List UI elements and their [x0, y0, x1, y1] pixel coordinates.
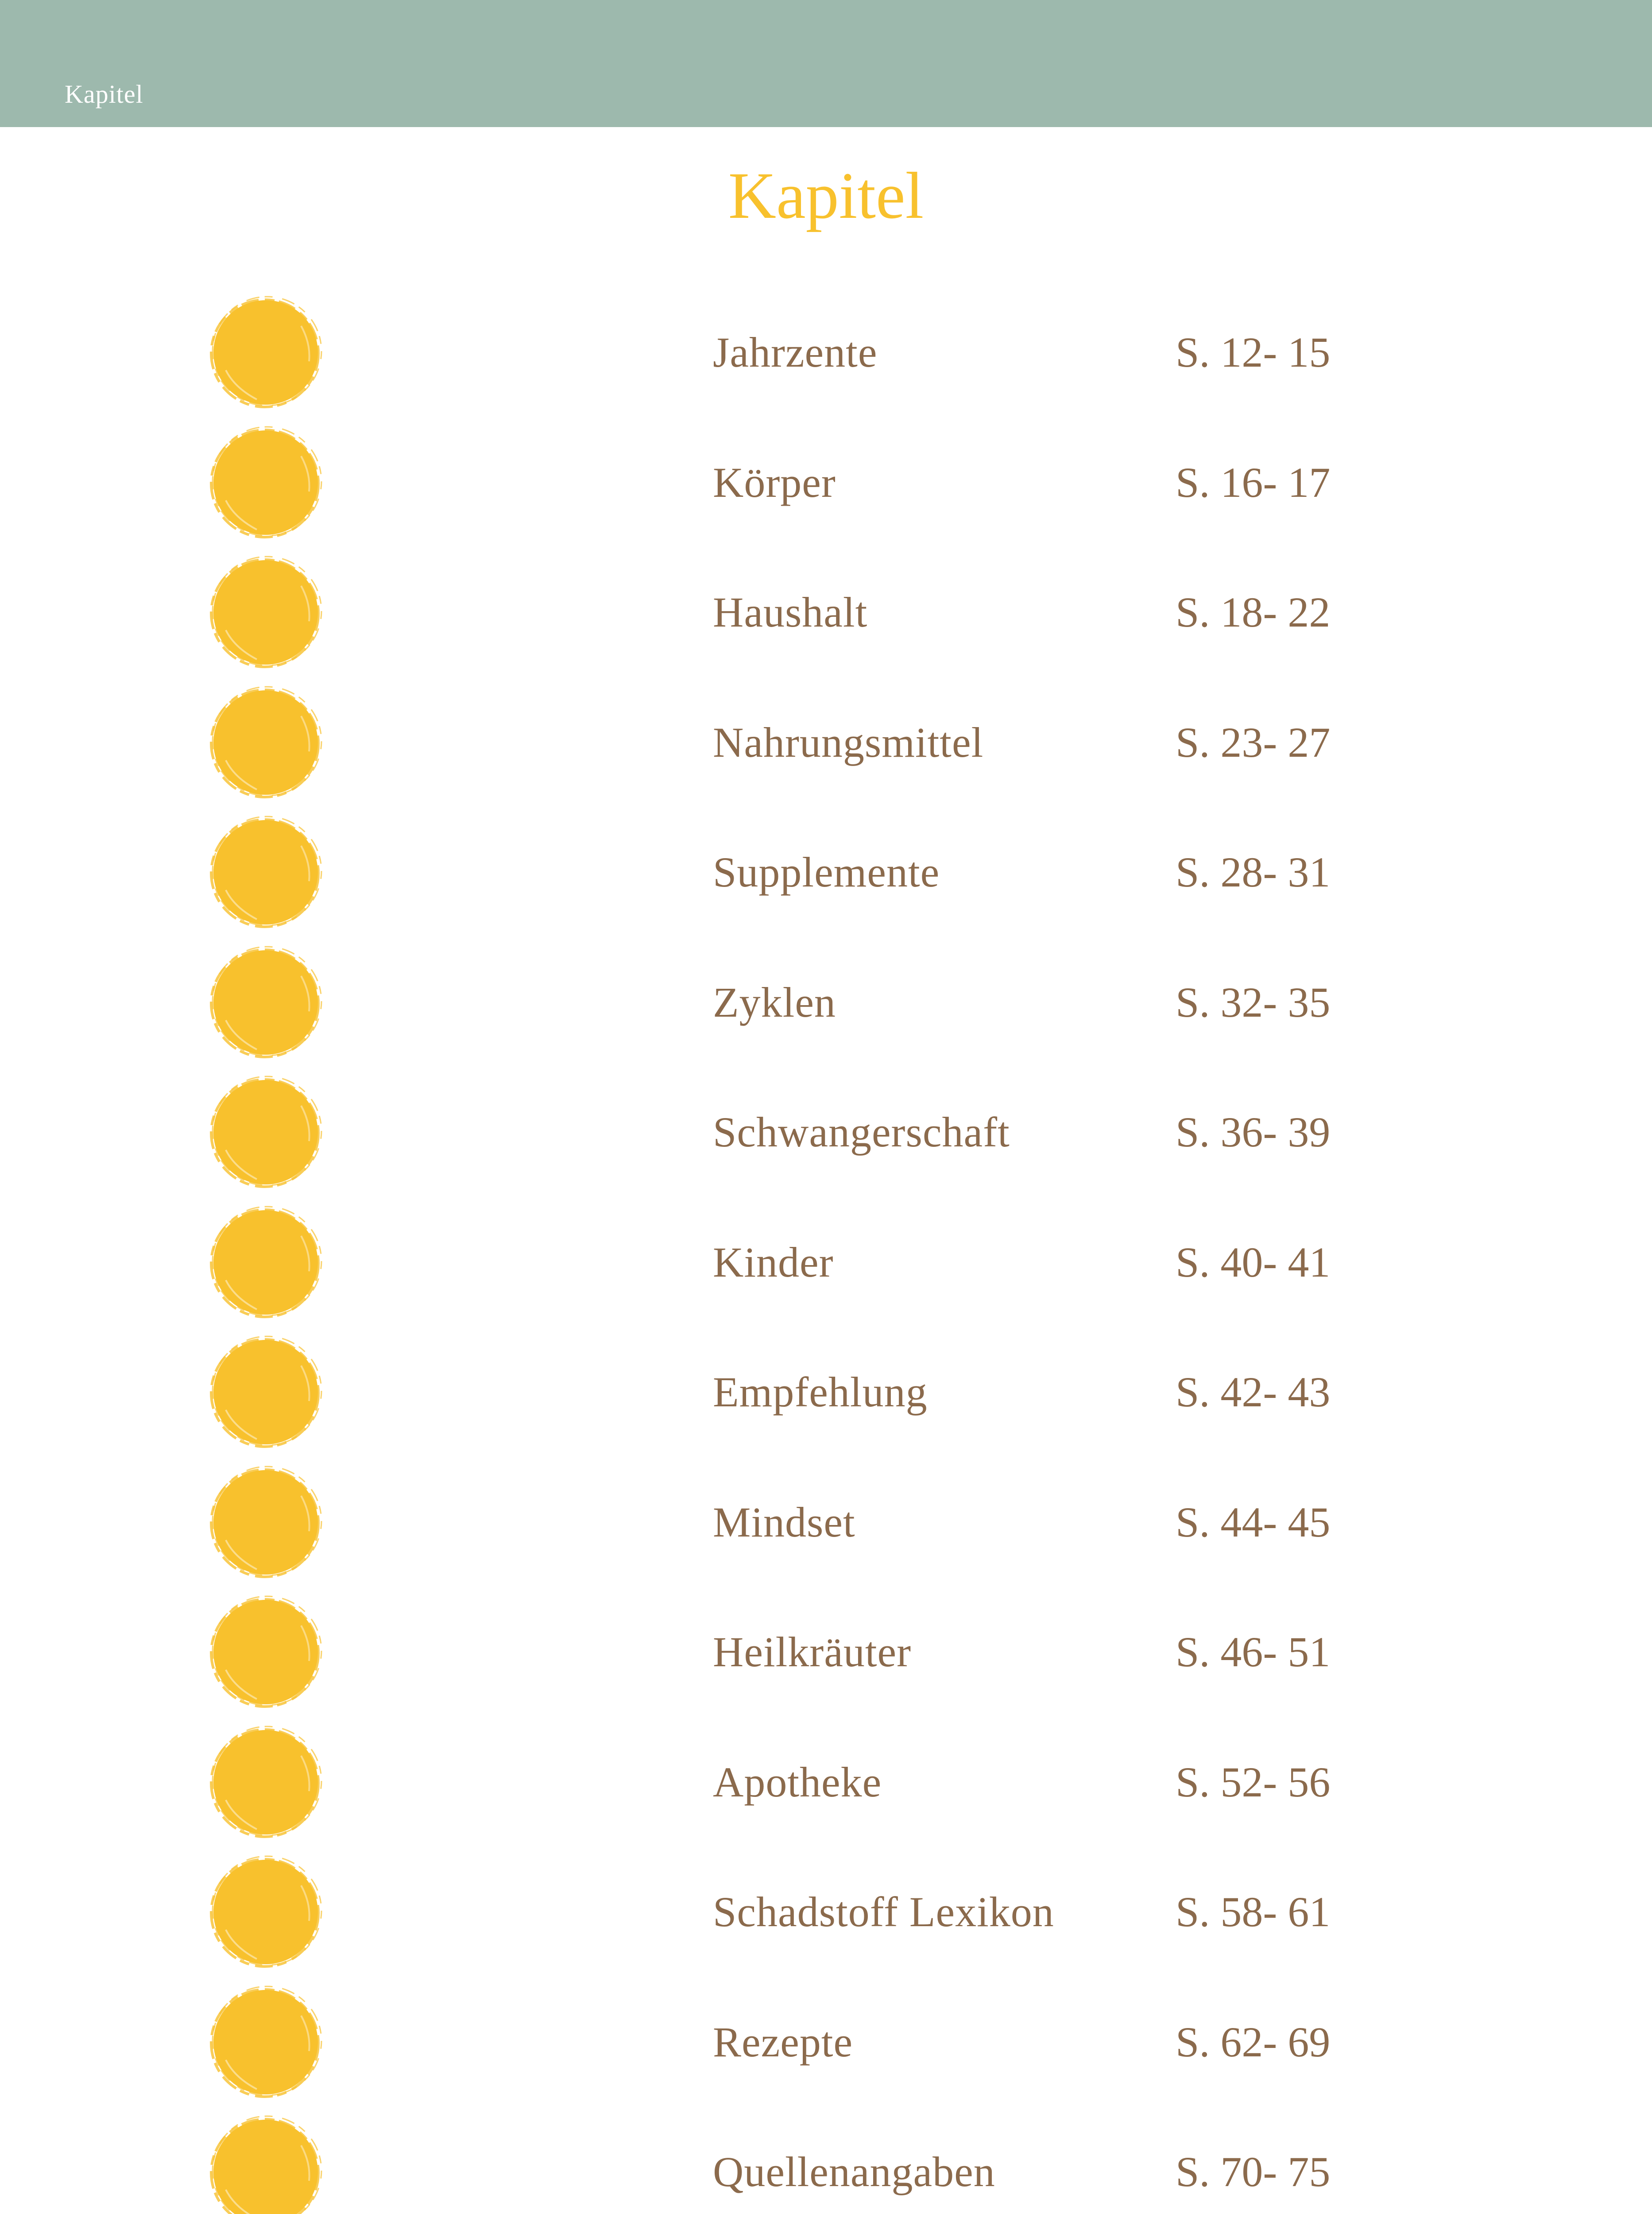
- toc-item-label: Apotheke: [713, 1758, 882, 1806]
- toc-item[interactable]: [0, 945, 1652, 1060]
- toc-item[interactable]: [0, 295, 1652, 410]
- toc-item[interactable]: [0, 425, 1652, 540]
- header-label: Kapitel: [65, 80, 143, 108]
- toc-item[interactable]: [0, 1075, 1652, 1190]
- toc-item-label: Rezepte: [713, 2018, 853, 2066]
- toc-item-pages: S. 40- 41: [1176, 1239, 1331, 1286]
- toc-item-label: Supplemente: [713, 848, 940, 896]
- toc-item[interactable]: [0, 1725, 1652, 1840]
- toc-item[interactable]: [0, 1335, 1652, 1450]
- yellow-circle-icon: [208, 555, 323, 670]
- yellow-circle-icon: [208, 685, 323, 800]
- toc-item-label: Schadstoff Lexikon: [713, 1888, 1054, 1935]
- yellow-circle-icon: [208, 1075, 323, 1190]
- toc-item-pages: S. 28- 31: [1176, 848, 1331, 896]
- toc-item-label: Körper: [713, 459, 836, 506]
- toc-item-pages: S. 32- 35: [1176, 979, 1331, 1026]
- toc-item[interactable]: [0, 1465, 1652, 1580]
- yellow-circle-icon: [208, 1985, 323, 2100]
- toc-item-pages: S. 46- 51: [1176, 1628, 1331, 1676]
- toc-item[interactable]: [0, 1205, 1652, 1320]
- toc-item[interactable]: [0, 815, 1652, 930]
- toc-item-label: Kinder: [713, 1239, 834, 1286]
- toc-item-label: Haushalt: [713, 588, 868, 636]
- yellow-circle-icon: [208, 1465, 323, 1580]
- yellow-circle-icon: [208, 1205, 323, 1320]
- toc-item[interactable]: [0, 1854, 1652, 1970]
- toc-item-label: Mindset: [713, 1498, 855, 1546]
- toc-item-pages: S. 62- 69: [1176, 2018, 1331, 2066]
- toc-item-label: Quellenangaben: [713, 2148, 995, 2195]
- yellow-circle-icon: [208, 1725, 323, 1840]
- toc-item-label: Nahrungsmittel: [713, 719, 984, 766]
- toc-item[interactable]: [0, 685, 1652, 800]
- toc-item[interactable]: [0, 1985, 1652, 2100]
- yellow-circle-icon: [208, 1854, 323, 1970]
- yellow-circle-icon: [208, 1595, 323, 1710]
- yellow-circle-icon: [208, 295, 323, 410]
- yellow-circle-icon: [208, 425, 323, 540]
- yellow-circle-icon: [208, 815, 323, 930]
- toc-item[interactable]: [0, 1595, 1652, 1710]
- toc-item-pages: S. 52- 56: [1176, 1758, 1331, 1806]
- toc-item-label: Jahrzente: [713, 329, 878, 376]
- toc-item-pages: S. 70- 75: [1176, 2148, 1331, 2195]
- yellow-circle-icon: [208, 945, 323, 1060]
- toc-item-pages: S. 42- 43: [1176, 1368, 1331, 1416]
- toc-item[interactable]: [0, 2114, 1652, 2214]
- toc-item-pages: S. 23- 27: [1176, 719, 1331, 766]
- toc-item-label: Schwangerschaft: [713, 1108, 1010, 1156]
- yellow-circle-icon: [208, 1335, 323, 1450]
- toc-item-label: Heilkräuter: [713, 1628, 912, 1676]
- toc-item-pages: S. 12- 15: [1176, 329, 1331, 376]
- toc-item-pages: S. 44- 45: [1176, 1498, 1331, 1546]
- toc-item-label: Zyklen: [713, 979, 836, 1026]
- toc-item-pages: S. 16- 17: [1176, 459, 1331, 506]
- toc-item[interactable]: [0, 555, 1652, 670]
- yellow-circle-icon: [208, 2114, 323, 2214]
- toc-item-label: Empfehlung: [713, 1368, 928, 1416]
- toc-item-pages: S. 18- 22: [1176, 588, 1331, 636]
- toc-item-pages: S. 36- 39: [1176, 1108, 1331, 1156]
- page-title: Kapitel: [728, 159, 924, 232]
- toc-item-pages: S. 58- 61: [1176, 1888, 1331, 1935]
